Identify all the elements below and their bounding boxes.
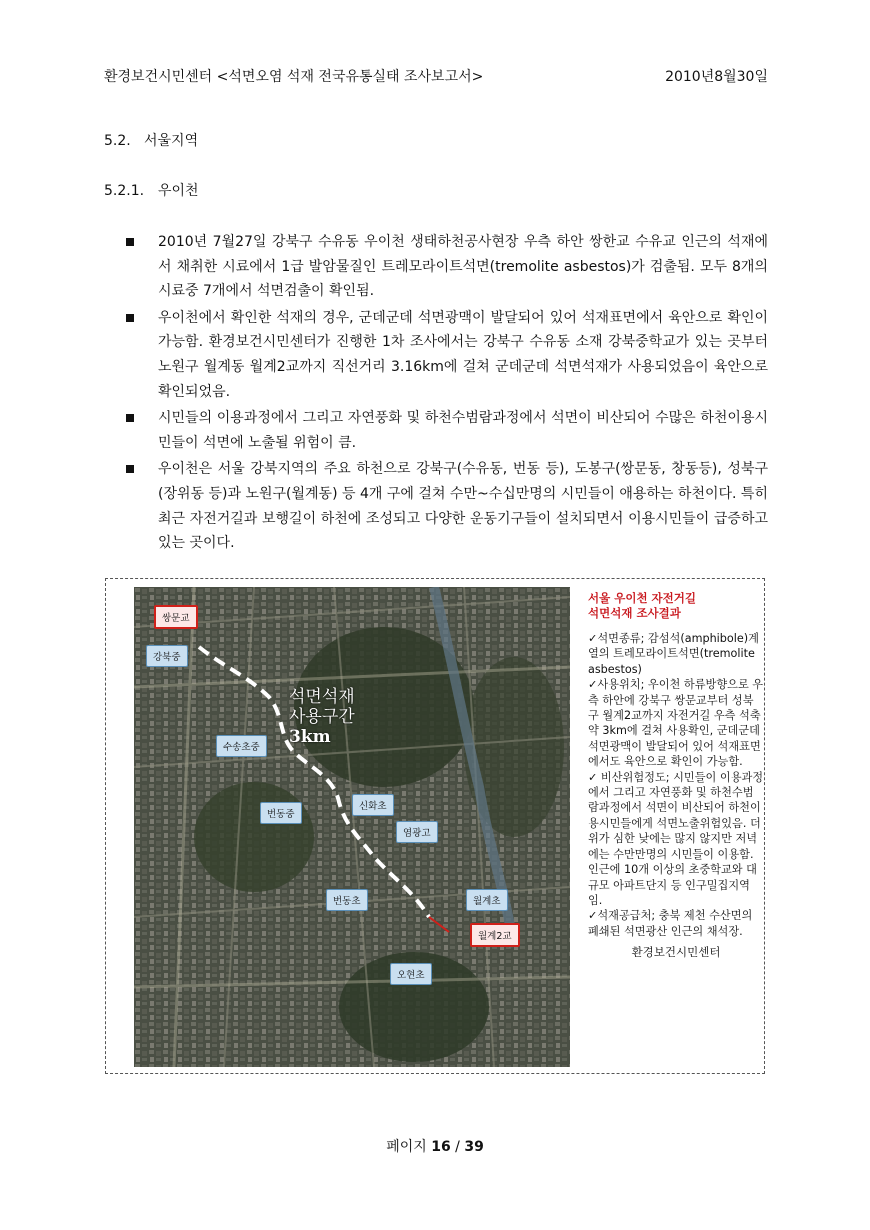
summary-title-line: 석면석재 조사결과: [588, 606, 681, 620]
survey-summary: [588, 591, 764, 961]
report-title: 환경보건시민센터 <석면오염 석재 전국유통실태 조사보고서>: [104, 69, 484, 85]
bullet-item: [104, 230, 768, 304]
callout-beondongjung: 번동중: [260, 802, 302, 824]
report-date: 2010년8월30일: [665, 69, 768, 85]
callout-yeomgwanggo: 염광고: [396, 821, 438, 843]
bullet-list: [104, 230, 768, 558]
callout-sinhwacho: 신화초: [352, 794, 394, 816]
callout-ohyeoncho: 오현초: [390, 963, 432, 985]
summary-title-line: 서울 우이천 자전거길: [588, 591, 696, 605]
callout-susongchojung: 수송초중: [216, 735, 267, 757]
bullet-text: 우이천은 서울 강북지역의 주요 하천으로 강북구(수유동, 번동 등), 도봉구(쌍문동, 창동등), 성북구(장위동 등)과 노원구(월계동) 등 4개 구에 걸쳐 수만~수십만명의 시민들이 애용하는 하천이다. 특히 최근 자전거길과 보행길이 하천에 조성되고 다양한 운동기구들이 설치되면서 이용시민들이 급증하고 있는 곳이다.: [158, 461, 768, 552]
satellite-map: [134, 587, 570, 1067]
summary-item: ✓사용위치; 우이천 하류방향으로 우측 하안에 강북구 쌍문교부터 성북구 월계2교까지 자전거길 우측 석축 약 3km에 걸쳐 사용확인, 군데군데 석면광맥이 발달되어 있어 석재표면에서도 육안으로 확인이 가능함.: [588, 678, 764, 769]
summary-item: ✓ 비산위험정도; 시민들이 이용과정에서 그리고 자연풍화 및 하천수범람과정에서 석면이 비산되어 하천이용시민들에게 석면노출위험있음. 더위가 심한 낮에는 많지 않지만 저녁에는 수만만명의 시민들이 이용함. 인근에 10개 이상의 초중학교와 대규모 아파트단지 등 인구밀집지역임.: [588, 770, 764, 907]
subsection-number: 5.2.1.: [104, 183, 145, 199]
figure-box: [105, 578, 765, 1074]
map-label-line: 사용구간: [289, 707, 355, 727]
map-section-label: [289, 687, 355, 747]
bullet-text: 시민들의 이용과정에서 그리고 자연풍화 및 하천수범람과정에서 석면이 비산되어 수많은 하천이용시민들이 석면에 노출될 위험이 큼.: [158, 410, 768, 451]
footer-prefix: 페이지: [386, 1139, 432, 1155]
callout-gangbukjung: 강북중: [146, 645, 188, 667]
section-heading: [104, 130, 198, 150]
section-number: 5.2.: [104, 133, 131, 149]
section-title: 서울지역: [144, 133, 199, 149]
subsection-title: 우이천: [158, 183, 199, 199]
map-label-line: 석면석재: [289, 687, 355, 707]
map-label-distance: 3km: [289, 727, 331, 747]
bullet-item: [104, 457, 768, 555]
subsection-heading: [104, 180, 199, 200]
bullet-text: 2010년 7월27일 강북구 수유동 우이천 생태하천공사현장 우측 하안 쌍한교 수유교 인근의 석재에서 채취한 시료에서 1급 발암물질인 트레모라이트석면(tremolite asbestos)가 검출됨. 모두 8개의 시료중 7개에서 석면검출이 확인됨.: [158, 234, 768, 300]
square-bullet-icon: [126, 414, 134, 422]
square-bullet-icon: [126, 238, 134, 246]
footer-separator: /: [450, 1139, 465, 1155]
page-number: 16: [431, 1139, 451, 1155]
page-total: 39: [464, 1139, 484, 1155]
page-footer: [0, 1136, 870, 1156]
bullet-item: [104, 406, 768, 455]
summary-item: ✓석면종류; 감섬석(amphibole)계열의 트레모라이트석면(tremolite asbestos): [588, 632, 759, 676]
bullet-item: [104, 306, 768, 404]
square-bullet-icon: [126, 314, 134, 322]
callout-beondongcho: 번동초: [326, 889, 368, 911]
summary-source: 환경보건시민센터: [631, 945, 721, 960]
summary-item: ✓석재공급처; 충북 제천 수산면의 폐쇄된 석면광산 인근의 채석장.: [588, 909, 753, 938]
callout-wolgyecho: 월계초: [466, 889, 508, 911]
square-bullet-icon: [126, 465, 134, 473]
bullet-text: 우이천에서 확인한 석재의 경우, 군데군데 석면광맥이 발달되어 있어 석재표면에서 육안으로 확인이 가능함. 환경보건시민센터가 진행한 1차 조사에서는 강북구 수유동 소재 강북중학교가 있는 곳부터 노원구 월계동 월계2교까지 직선거리 3.16km에 걸쳐 군데군데 석면석재가 사용되었음이 육안으로 확인되었음.: [158, 309, 768, 400]
summary-title: [588, 591, 764, 621]
callout-ssangmungyo: 쌍문교: [154, 605, 198, 629]
map-graphic: [134, 587, 570, 1067]
callout-wolgye2gyo: 월계2교: [470, 923, 520, 947]
